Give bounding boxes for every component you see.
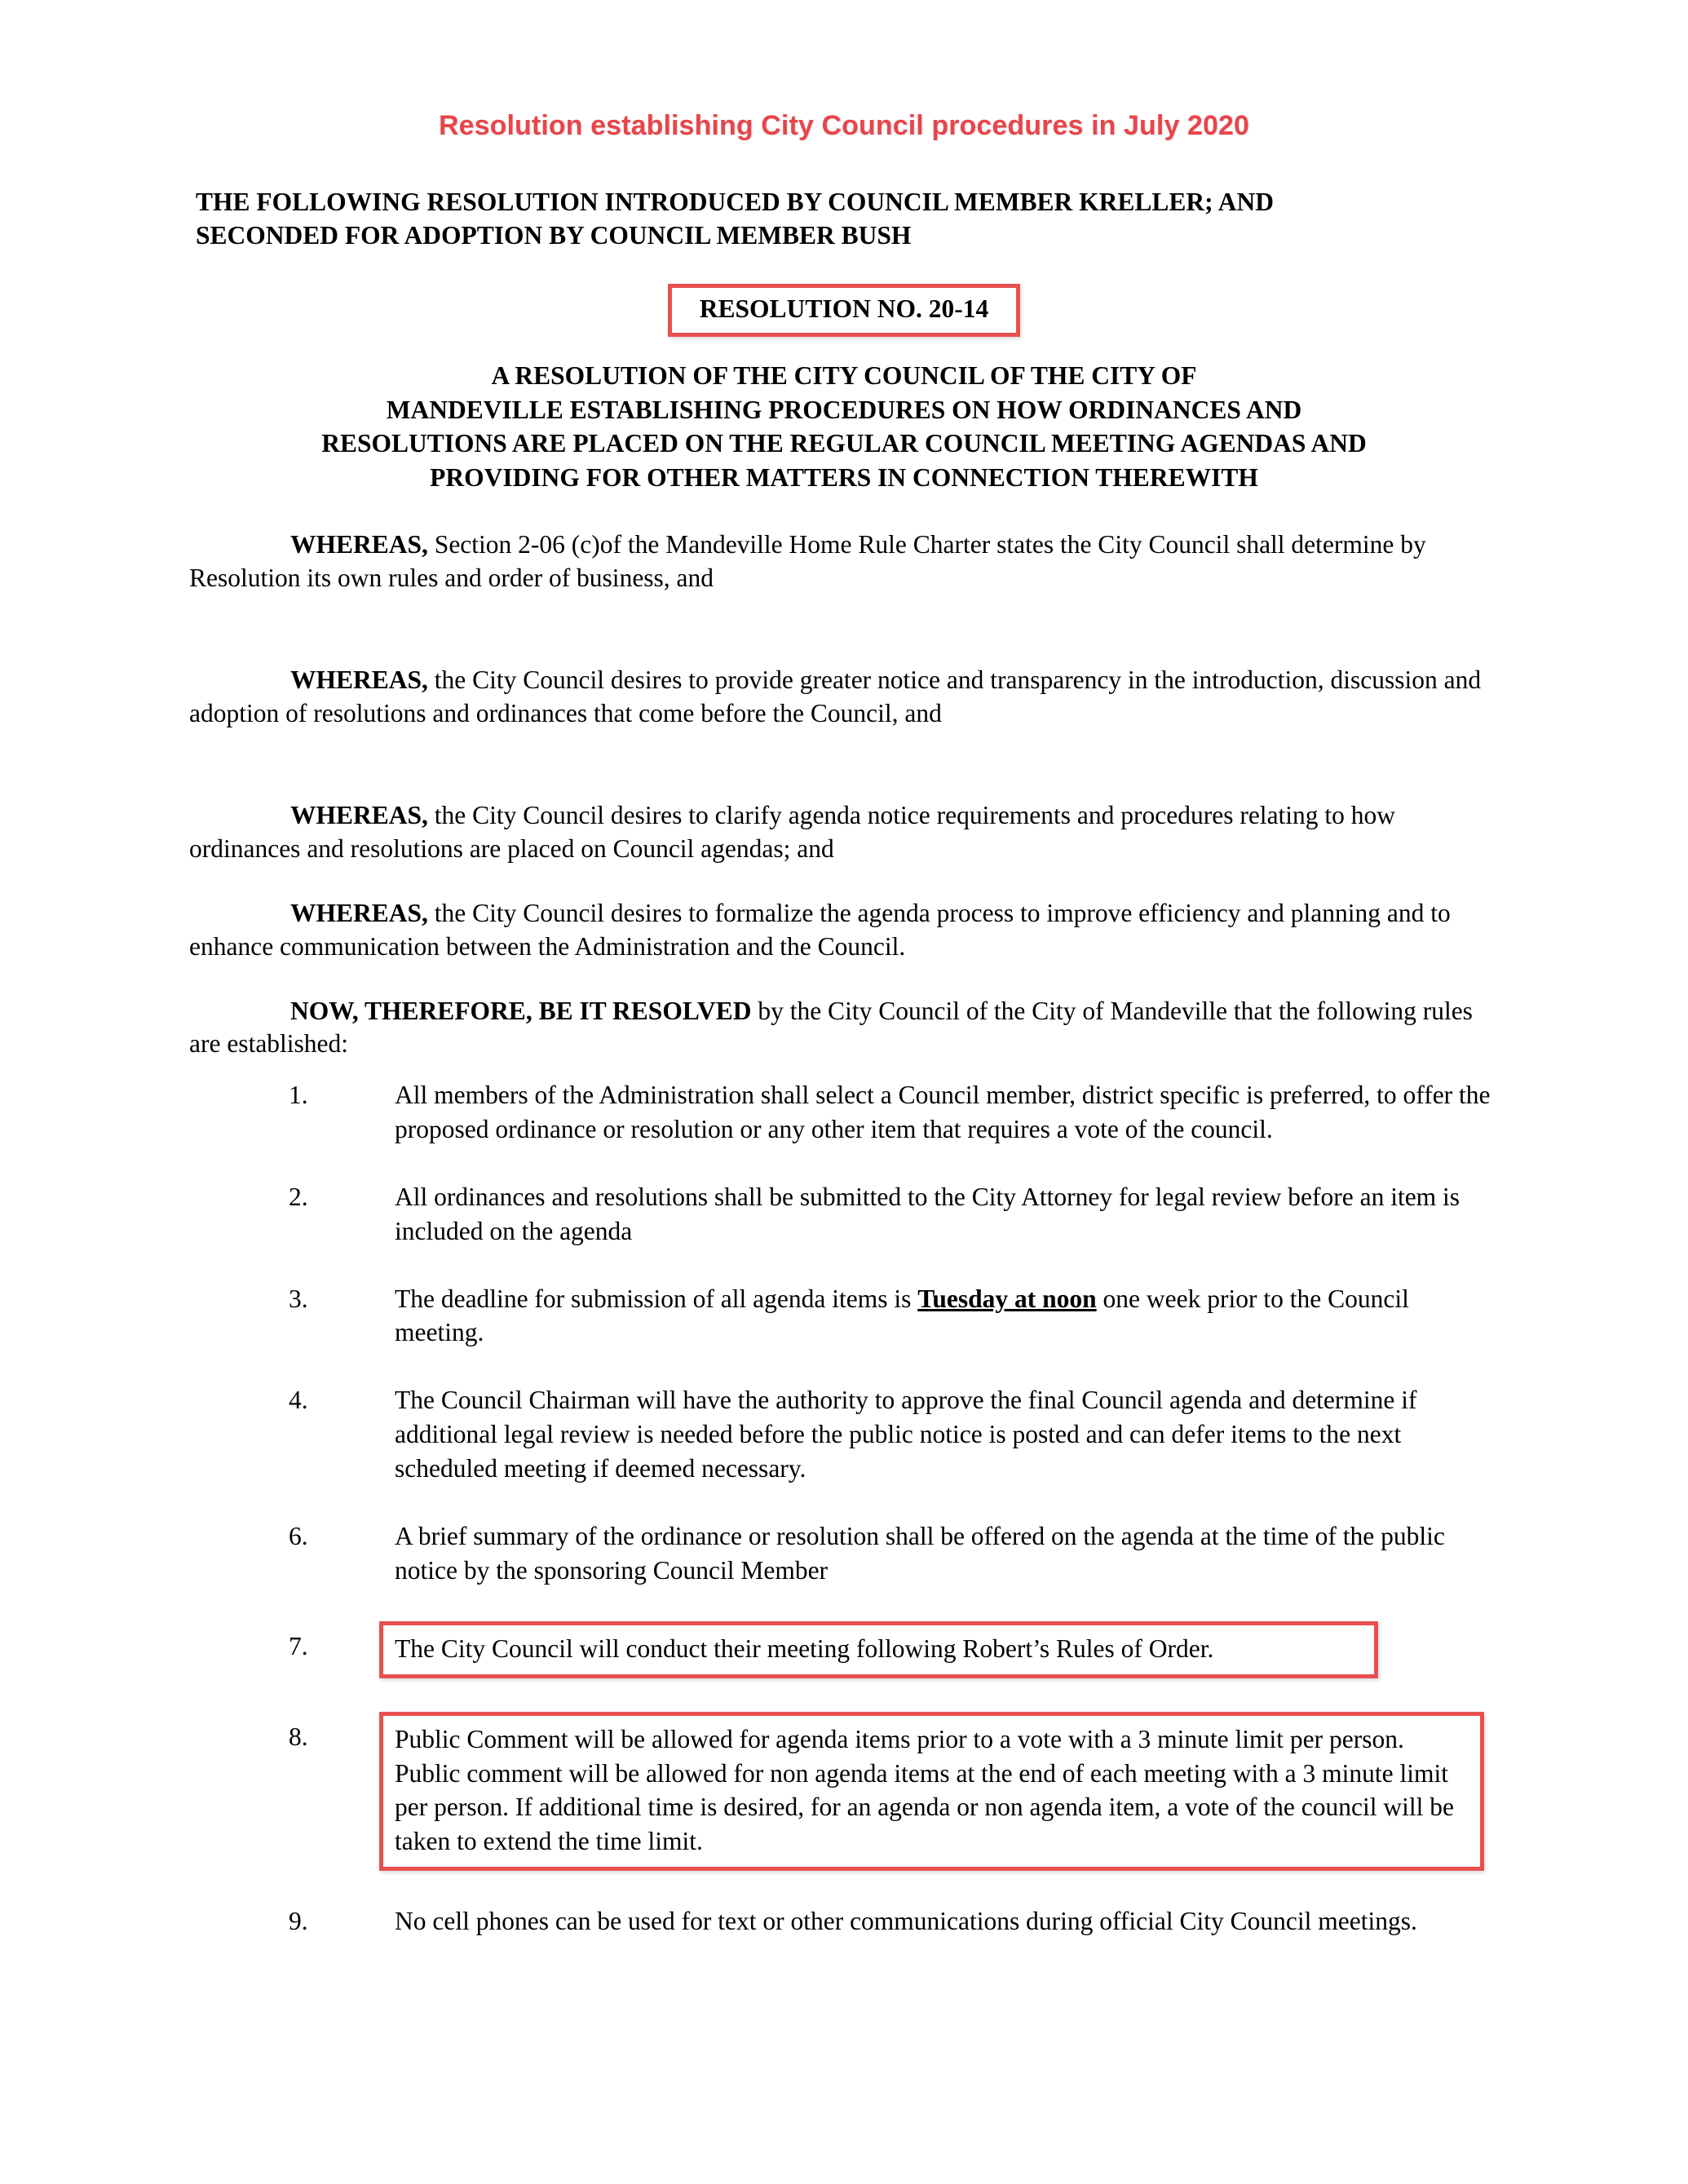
rule-number: 7. xyxy=(289,1631,308,1660)
resolution-number-container xyxy=(0,284,1688,337)
rule-number: 9. xyxy=(289,1907,308,1936)
rule-text-emphasis: Tuesday at noon xyxy=(917,1284,1097,1313)
resolved-clause xyxy=(189,995,1486,1062)
rule-item xyxy=(189,1904,1494,1939)
rule-text: All ordinances and resolutions shall be submitted to the City Attorney for legal review before an item is included on the agenda xyxy=(395,1182,1460,1245)
rule-number: 3. xyxy=(289,1284,308,1313)
rule-item xyxy=(189,1519,1494,1588)
whereas-clause xyxy=(189,528,1486,595)
rule-item xyxy=(189,1078,1494,1147)
whereas-clause xyxy=(189,897,1486,964)
rule-number: 6. xyxy=(289,1522,308,1551)
rule-number: 8. xyxy=(289,1722,308,1751)
whereas-text: Section 2-06 (c)of the Mandeville Home Rule Charter states the City Council shall determine by Resolution its own rules and order of business, and xyxy=(189,530,1426,592)
rule-item-highlighted xyxy=(189,1712,1494,1872)
whereas-lead: WHEREAS, xyxy=(290,800,428,829)
whereas-text: the City Council desires to provide greater notice and transparency in the introduction, discussion and adoption of resolutions and ordinances that come before the Council, and xyxy=(189,665,1482,727)
rule-number: 2. xyxy=(289,1182,308,1211)
rule-number: 1. xyxy=(289,1081,308,1109)
introduction-block xyxy=(196,186,1484,253)
rule-highlight-box xyxy=(379,1712,1484,1872)
resolution-title-line: MANDEVILLE ESTABLISHING PROCEDURES ON HOW ORDINANCES AND xyxy=(386,395,1302,424)
resolution-title-line: RESOLUTIONS ARE PLACED ON THE REGULAR COUNCIL MEETING AGENDAS AND xyxy=(321,429,1367,458)
recitals-block xyxy=(189,528,1486,1094)
rule-text: All members of the Administration shall select a Council member, district specific is preferred, to offer the proposed ordinance or resolution or any other item that requires a vote of the council. xyxy=(395,1081,1491,1143)
resolved-text: by the City Council of the City of Mandeville that the following rules are established: xyxy=(189,996,1473,1059)
rule-highlight-box xyxy=(379,1621,1378,1678)
resolution-number-highlight-box: RESOLUTION NO. 20-14 xyxy=(668,284,1020,337)
rule-number: 4. xyxy=(289,1386,308,1415)
rule-text: Public Comment will be allowed for agenda items prior to a vote with a 3 minute limit per person. Public comment will be allowed for non agenda items at the end of each meeting with a 3 minute limit per person. If additional time is desired, for an agenda or non agenda item, a vote of the council will be taken to extend the time limit. xyxy=(395,1724,1454,1856)
resolution-title-line: PROVIDING FOR OTHER MATTERS IN CONNECTION THEREWITH xyxy=(430,463,1258,493)
whereas-text: the City Council desires to formalize the agenda process to improve efficiency and planning and to enhance communication between the Administration and the Council. xyxy=(189,898,1451,961)
rule-item xyxy=(189,1282,1494,1351)
whereas-lead: WHEREAS, xyxy=(290,530,428,559)
intro-line-1: THE FOLLOWING RESOLUTION INTRODUCED BY COUNCIL MEMBER KRELLER; AND xyxy=(196,188,1275,216)
whereas-lead: WHEREAS, xyxy=(290,898,428,927)
page-title: Resolution establishing City Council procedures in July 2020 xyxy=(438,110,1250,141)
rule-text xyxy=(395,1282,1494,1351)
resolved-lead: NOW, THEREFORE, BE IT RESOLVED xyxy=(290,996,752,1025)
rule-item xyxy=(189,1180,1494,1249)
whereas-clause xyxy=(189,799,1486,866)
whereas-text: the City Council desires to clarify agenda notice requirements and procedures relating to how ordinances and resolutions are placed on Council agendas; and xyxy=(189,800,1396,863)
rule-text-before: The deadline for submission of all agenda items is xyxy=(395,1284,918,1313)
whereas-lead: WHEREAS, xyxy=(290,665,428,694)
intro-line-2: SECONDED FOR ADOPTION BY COUNCIL MEMBER BUSH xyxy=(196,220,912,250)
rules-list xyxy=(189,1078,1494,1972)
whereas-clause xyxy=(189,664,1486,731)
rule-text: A brief summary of the ordinance or resolution shall be offered on the agenda at the time of the public notice by the sponsoring Council Member xyxy=(395,1522,1445,1585)
resolution-title-line: A RESOLUTION OF THE CITY COUNCIL OF THE CITY OF xyxy=(491,361,1197,390)
rule-text: The City Council will conduct their meeting following Robert’s Rules of Order. xyxy=(395,1634,1214,1663)
rule-text-after: one week prior to the Council meeting. xyxy=(395,1284,1409,1347)
rule-text: No cell phones can be used for text or other communications during official City Council meetings. xyxy=(395,1907,1417,1936)
rule-text: The Council Chairman will have the authority to approve the final Council agenda and determine if additional legal review is needed before the public notice is posted and can defer items to the next scheduled meeting if deemed necessary. xyxy=(395,1386,1417,1483)
rule-item-highlighted xyxy=(189,1621,1494,1678)
rule-item xyxy=(189,1383,1494,1486)
resolution-title xyxy=(196,359,1492,495)
